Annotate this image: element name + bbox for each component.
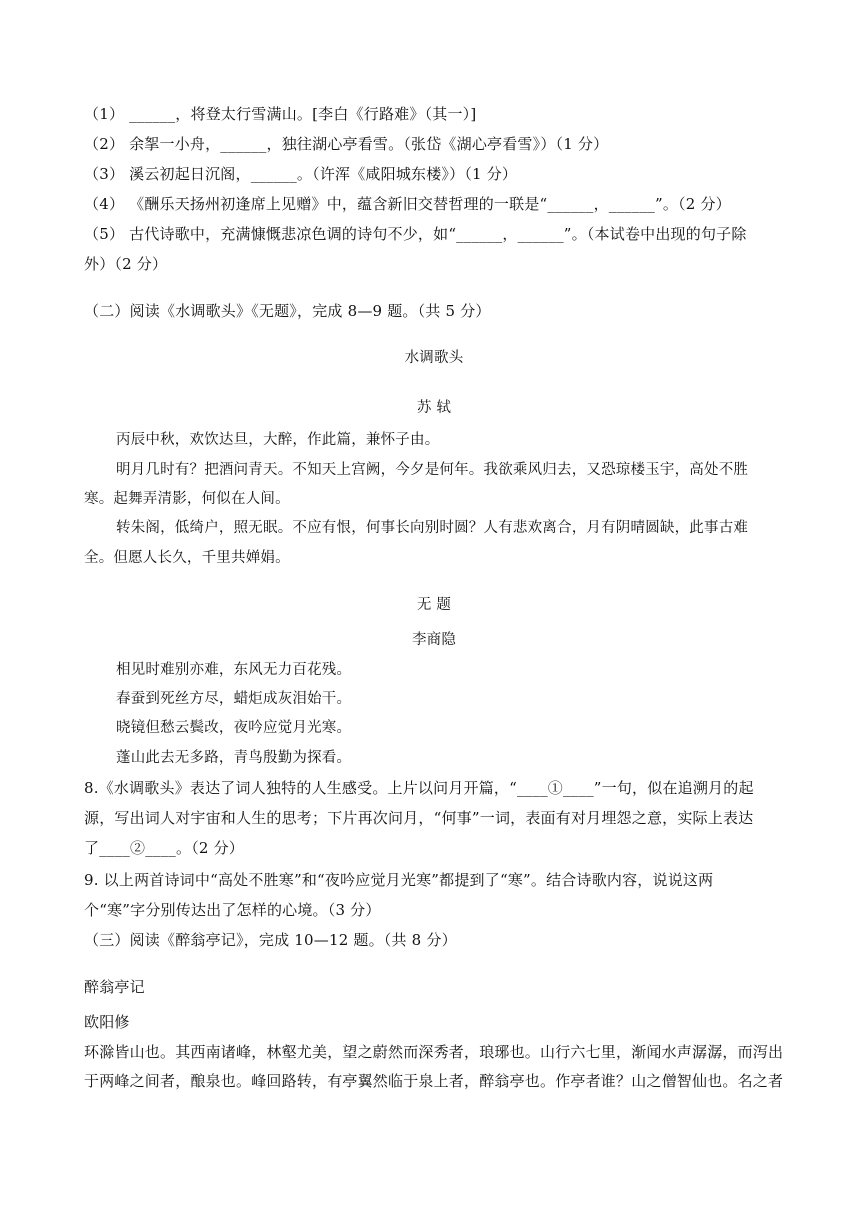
question-8-line2: 源，写出词人对宇宙和人生的思考；下片再次问月，“何事”一词，表面有对月埋怨之意，实际上表达 bbox=[84, 809, 754, 827]
poem1-para1-line2: 寒。起舞弄清影，何似在人间。 bbox=[84, 491, 290, 507]
question-9-line2: 个“寒”字分别传达出了怎样的心境。（3 分） bbox=[84, 901, 381, 919]
poem2-author: 李商隐 bbox=[411, 632, 457, 648]
poem1-author: 苏 轼 bbox=[416, 400, 452, 416]
poem1-para1-line1: 明月几时有？把酒问青天。不知天上宫阙，今夕是何年。我欲乘风归去，又恐琼楼玉宇，高处不胜 bbox=[116, 462, 749, 478]
dictation-q1: （1） ______，将登太行雪满山。[李白《行路难》（其一）] bbox=[84, 105, 477, 123]
dictation-q4: （4） 《酬乐天扬州初逢席上见赠》中，蕴含新旧交替哲理的一联是“______，______”。（2 分） bbox=[84, 195, 731, 213]
poem2-line: 春蚕到死丝方尽，蜡炬成灰泪始干。 bbox=[116, 691, 352, 707]
poem2-line: 晓镜但愁云鬓改，夜吟应觉月光寒。 bbox=[116, 720, 352, 736]
question-8-line3: 了____②____。（2 分） bbox=[84, 839, 245, 857]
essay-title: 醉翁亭记 bbox=[84, 978, 145, 996]
poem1-preface: 丙辰中秋，欢饮达旦，大醉，作此篇，兼怀子由。 bbox=[116, 432, 440, 448]
poem2-title: 无 题 bbox=[416, 597, 452, 613]
essay-text-line1: 环滁皆山也。其西南诸峰，林壑尤美，望之蔚然而深秀者，琅琊也。山行六七里，渐闻水声潺潺，而泻出 bbox=[84, 1043, 784, 1061]
poem2-line: 蓬山此去无多路，青鸟殷勤为探看。 bbox=[116, 750, 352, 766]
dictation-q2: （2） 余挐一小舟，______，独往湖心亭看雪。（张岱《湖心亭看雪》）（1 分） bbox=[84, 135, 609, 153]
section2-heading: （二）阅读《水调歌头》《无题》，完成 8—9 题。（共 5 分） bbox=[84, 302, 491, 320]
poem2-line: 相见时难别亦难，东风无力百花残。 bbox=[116, 662, 352, 678]
section3-heading: （三）阅读《醉翁亭记》，完成 10—12 题。（共 8 分） bbox=[84, 931, 457, 949]
question-8-line1: 8.《水调歌头》表达了词人独特的人生感受。上片以问月开篇，“____①____”一句，似在追溯月的起 bbox=[84, 779, 754, 797]
essay-text-line2: 于两峰之间者，酿泉也。峰回路转，有亭翼然临于泉上者，醉翁亭也。作亭者谁？山之僧智仙也。名之者 bbox=[84, 1072, 784, 1090]
poem1-title: 水调歌头 bbox=[404, 350, 464, 366]
poem1-para2-line2: 全。但愿人长久，千里共婵娟。 bbox=[84, 550, 290, 566]
essay-author: 欧阳修 bbox=[84, 1013, 130, 1031]
poem1-para2-line1: 转朱阁，低绮户，照无眠。不应有恨，何事长向别时圆？人有悲欢离合，月有阴晴圆缺，此事古难 bbox=[116, 520, 749, 536]
dictation-q5-line2: 外）（2 分） bbox=[84, 255, 168, 273]
dictation-q5-line1: （5） 古代诗歌中，充满慷慨悲凉色调的诗句不少，如“______，______”。（本试卷中出现的句子除 bbox=[84, 225, 747, 243]
dictation-q3: （3） 溪云初起日沉阁，______。（许浑《咸阳城东楼》）（1 分） bbox=[84, 165, 518, 183]
question-9-line1: 9. 以上两首诗词中“高处不胜寒”和“夜吟应觉月光寒”都提到了“寒”。结合诗歌内容，说说这两 bbox=[84, 871, 714, 889]
